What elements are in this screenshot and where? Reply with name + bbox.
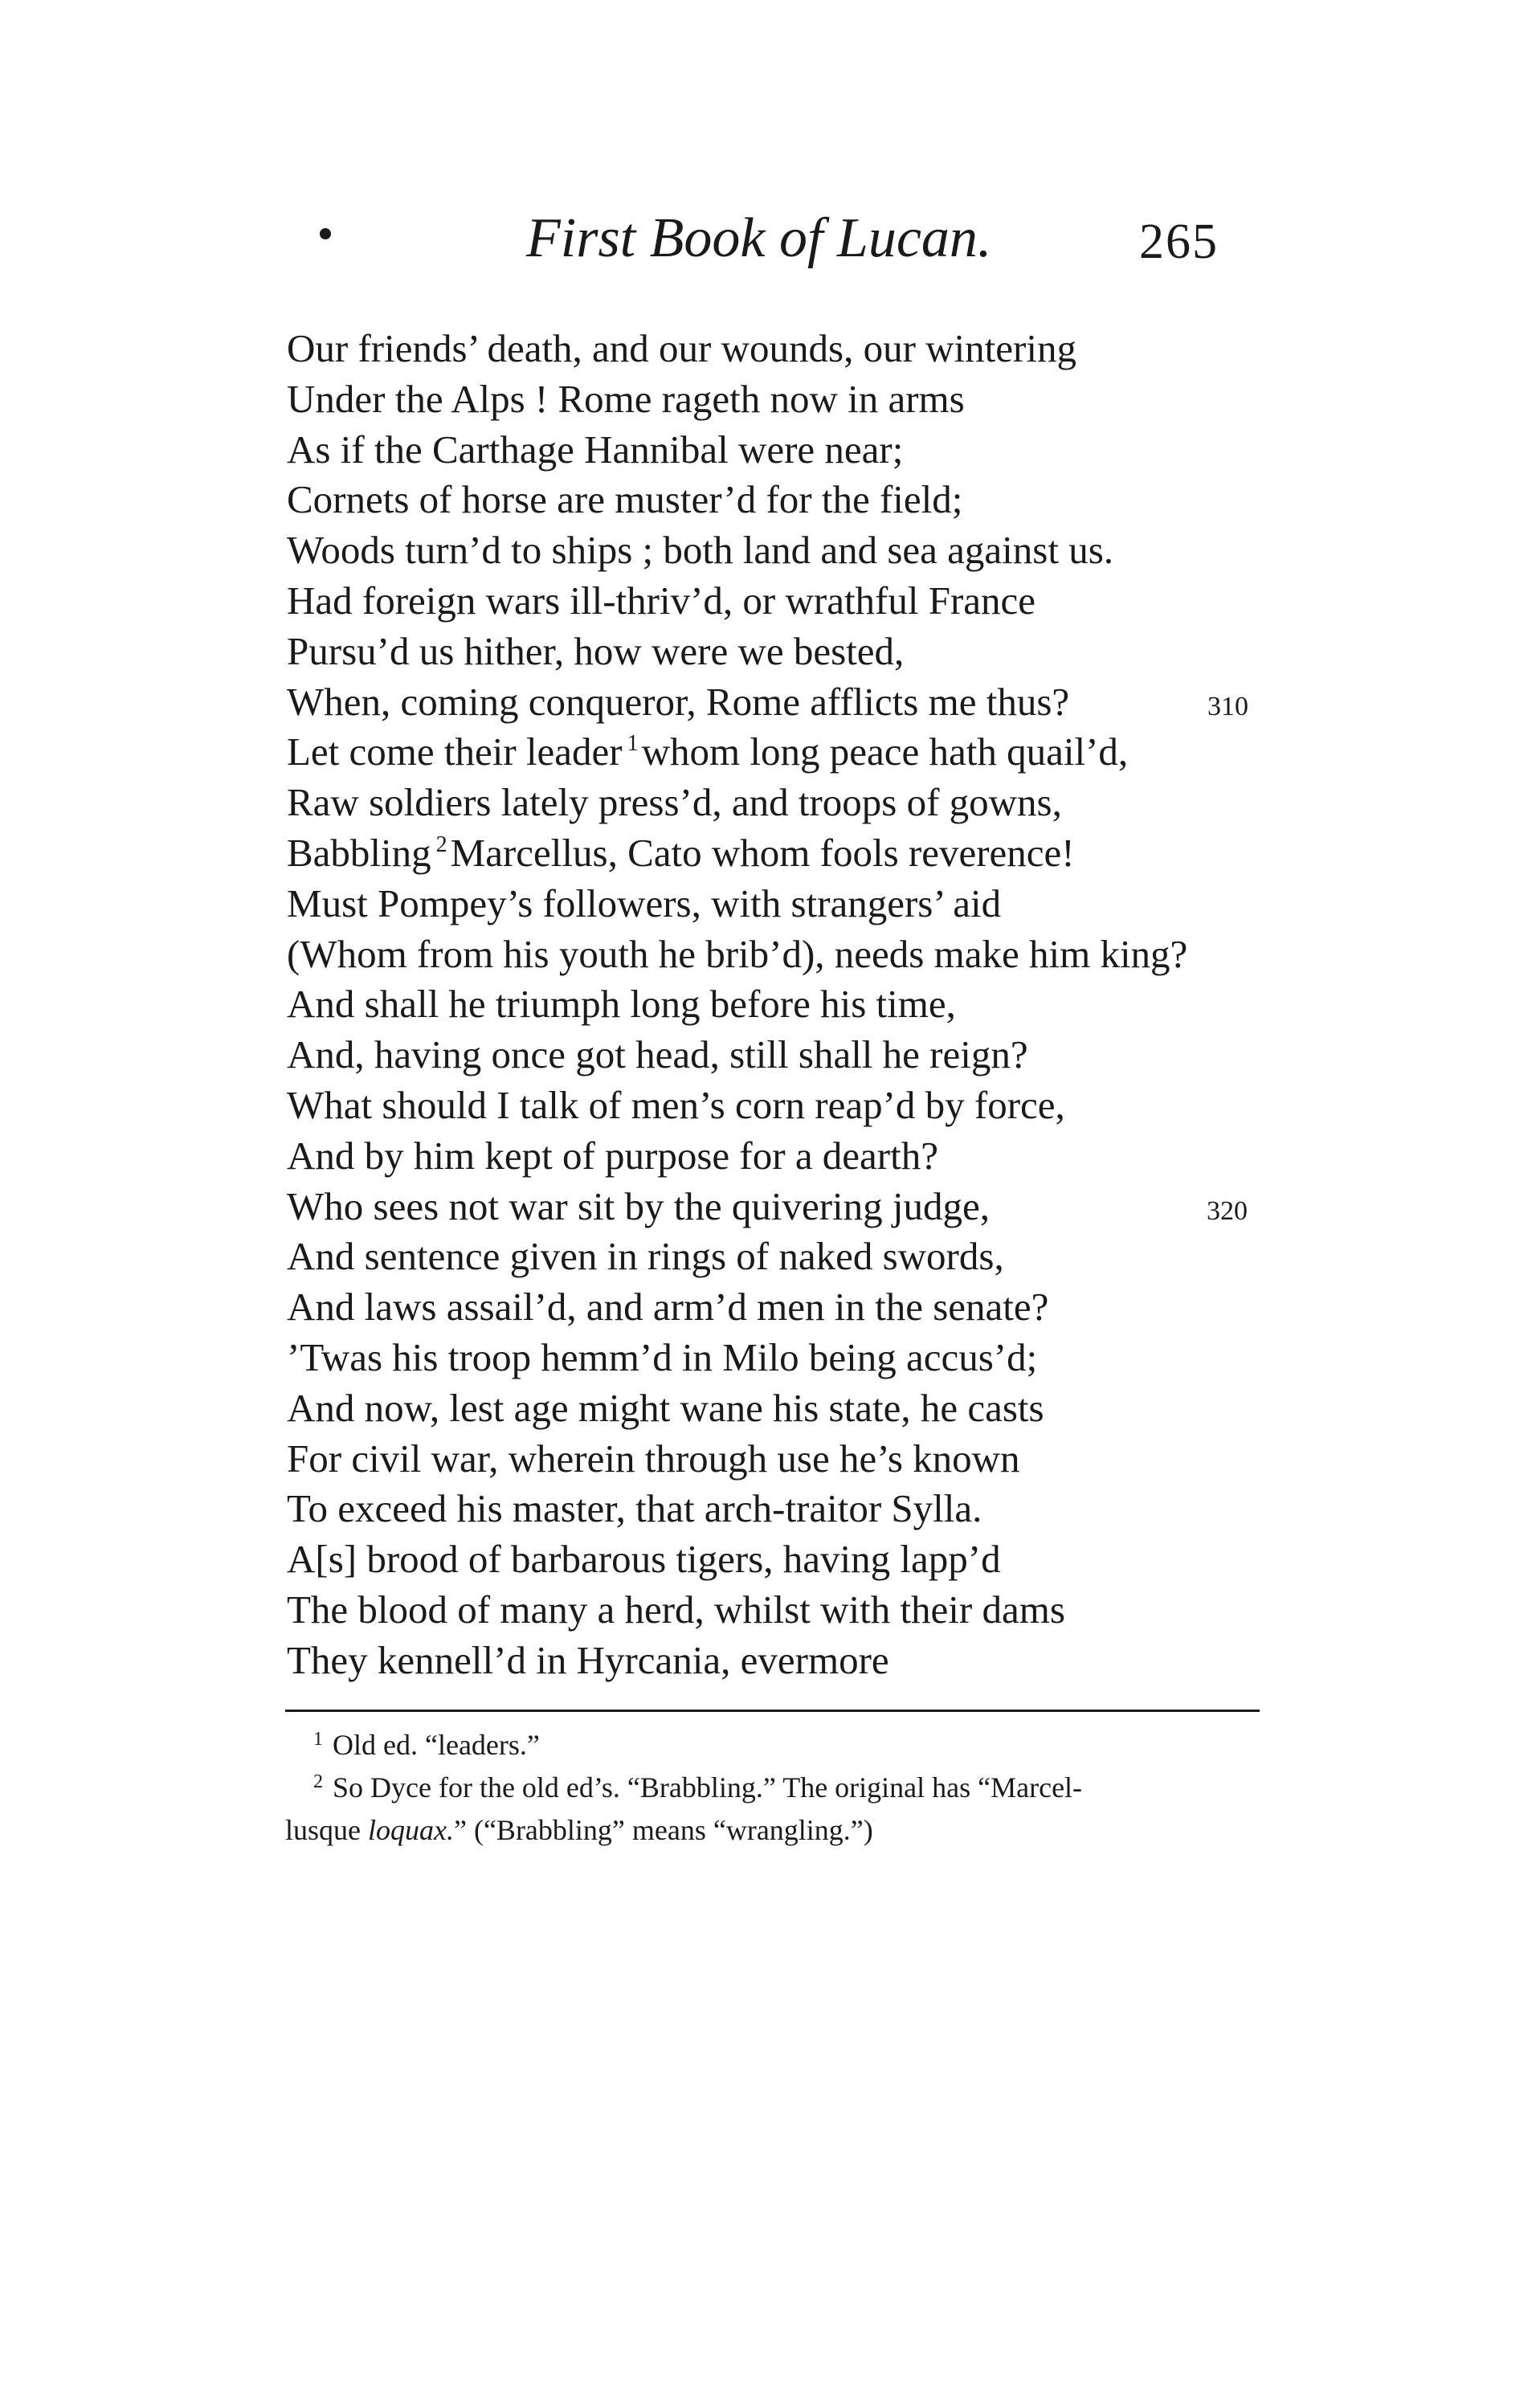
- footnote-text: lusque: [285, 1814, 361, 1846]
- verse-line: [287, 1131, 1331, 1182]
- verse-line: [287, 1585, 1331, 1636]
- footnote-mark: 2: [313, 1771, 323, 1792]
- verse-line: [287, 778, 1331, 828]
- footnote-mark: 1: [313, 1729, 323, 1750]
- footnote-reference: 2: [435, 831, 447, 857]
- verse-text: And laws assail’d, and arm’d men in the senate?: [287, 1285, 1049, 1330]
- verse-line: [287, 1232, 1331, 1282]
- verse-text: For civil war, wherein through use he’s known: [287, 1436, 1020, 1481]
- verse-text: ’Twas his troop hemm’d in Milo being accus’d;: [287, 1334, 1038, 1379]
- verse-text: (Whom from his youth he brib’d), needs make him king?: [287, 931, 1188, 976]
- verse-text: Who sees not war sit by the quivering judge,: [287, 1183, 991, 1228]
- verse-line: [287, 1434, 1331, 1485]
- verse-text: Pursu’d us hither, how were we bested,: [287, 628, 905, 673]
- footnotes: [285, 1726, 1265, 1849]
- printer-mark: [320, 228, 331, 239]
- verse-text: They kennell’d in Hyrcania, evermore: [287, 1637, 889, 1682]
- footnote-reference: 1: [627, 731, 639, 757]
- verse-text: And by him kept of purpose for a dearth?: [287, 1133, 938, 1178]
- footnote-rule: [285, 1710, 1260, 1712]
- line-number: 310: [1207, 691, 1248, 721]
- verse-line: [287, 1081, 1331, 1131]
- verse-line: [287, 627, 1331, 677]
- verse-line: [287, 979, 1331, 1030]
- verse-line: [287, 828, 1331, 879]
- footnote-text: So Dyce for the old ed’s. “Brabbling.” The original has “Marcel-: [333, 1771, 1083, 1804]
- verse-text: And, having once got head, still shall he reign?: [287, 1032, 1028, 1077]
- footnote: [305, 1726, 1265, 1768]
- verse-text: And now, lest age might wane his state, he casts: [287, 1385, 1044, 1430]
- verse-text: whom long peace hath quail’d,: [641, 729, 1129, 774]
- verse-line: [287, 1636, 1331, 1686]
- verse-text: What should I talk of men’s corn reap’d by force,: [287, 1082, 1065, 1127]
- verse-text: Woods turn’d to ships ; both land and sea against us.: [287, 528, 1114, 573]
- footnote: [305, 1768, 1265, 1811]
- verse-text: Babbling: [287, 830, 431, 875]
- footnote-italic-text: loquax.: [368, 1814, 454, 1846]
- verse-line: [287, 1182, 1331, 1232]
- verse-line: [287, 525, 1331, 576]
- verse-text: Had foreign wars ill-thriv’d, or wrathful France: [287, 578, 1036, 623]
- verse-text: As if the Carthage Hannibal were near;: [287, 427, 904, 472]
- verse-text: Cornets of horse are muster’d for the field;: [287, 477, 963, 522]
- footnote-text: Old ed. “leaders.”: [333, 1729, 540, 1761]
- verse-line: [287, 1534, 1331, 1585]
- verse-text: Our friends’ death, and our wounds, our wintering: [287, 326, 1076, 370]
- line-number: 320: [1207, 1195, 1248, 1226]
- verse-line: [287, 879, 1331, 929]
- verse-line: [287, 677, 1331, 728]
- page-number: 265: [1139, 214, 1219, 269]
- verse-text: Marcellus, Cato whom fools reverence!: [450, 830, 1075, 875]
- verse-text: Raw soldiers lately press’d, and troops of gowns,: [287, 780, 1062, 825]
- verse-line: [287, 727, 1331, 778]
- verse-text: Under the Alps ! Rome rageth now in arms: [287, 376, 965, 421]
- verse-line: [287, 374, 1331, 425]
- verse-text: And shall he triumph long before his time,: [287, 982, 956, 1027]
- verse-text: The blood of many a herd, whilst with their dams: [287, 1587, 1065, 1632]
- verse-line: [287, 1383, 1331, 1434]
- verse-line: [287, 1484, 1331, 1534]
- verse-line: [287, 576, 1331, 627]
- verse-text: When, coming conqueror, Rome afflicts me thus?: [287, 679, 1070, 724]
- verse-line: [287, 425, 1331, 476]
- verse-block: [287, 324, 1331, 1686]
- verse-text: And sentence given in rings of naked swords,: [287, 1234, 1004, 1279]
- verse-text: A[s] brood of barbarous tigers, having lapp’d: [287, 1537, 1001, 1582]
- verse-text: Must Pompey’s followers, with strangers’ aid: [287, 880, 1002, 925]
- verse-line: [287, 929, 1331, 980]
- verse-line: [287, 324, 1331, 374]
- verse-text: To exceed his master, that arch-traitor Sylla.: [287, 1486, 982, 1531]
- verse-text: Let come their leader: [287, 729, 623, 774]
- verse-line: [287, 1333, 1331, 1383]
- verse-line: [287, 475, 1331, 525]
- running-title: First Book of Lucan.: [526, 207, 992, 269]
- verse-line: [287, 1282, 1331, 1333]
- verse-line: [287, 1030, 1331, 1081]
- footnote-continuation: [285, 1811, 1265, 1849]
- footnote-text: ” (“Brabbling” means “wrangling.”): [453, 1814, 873, 1846]
